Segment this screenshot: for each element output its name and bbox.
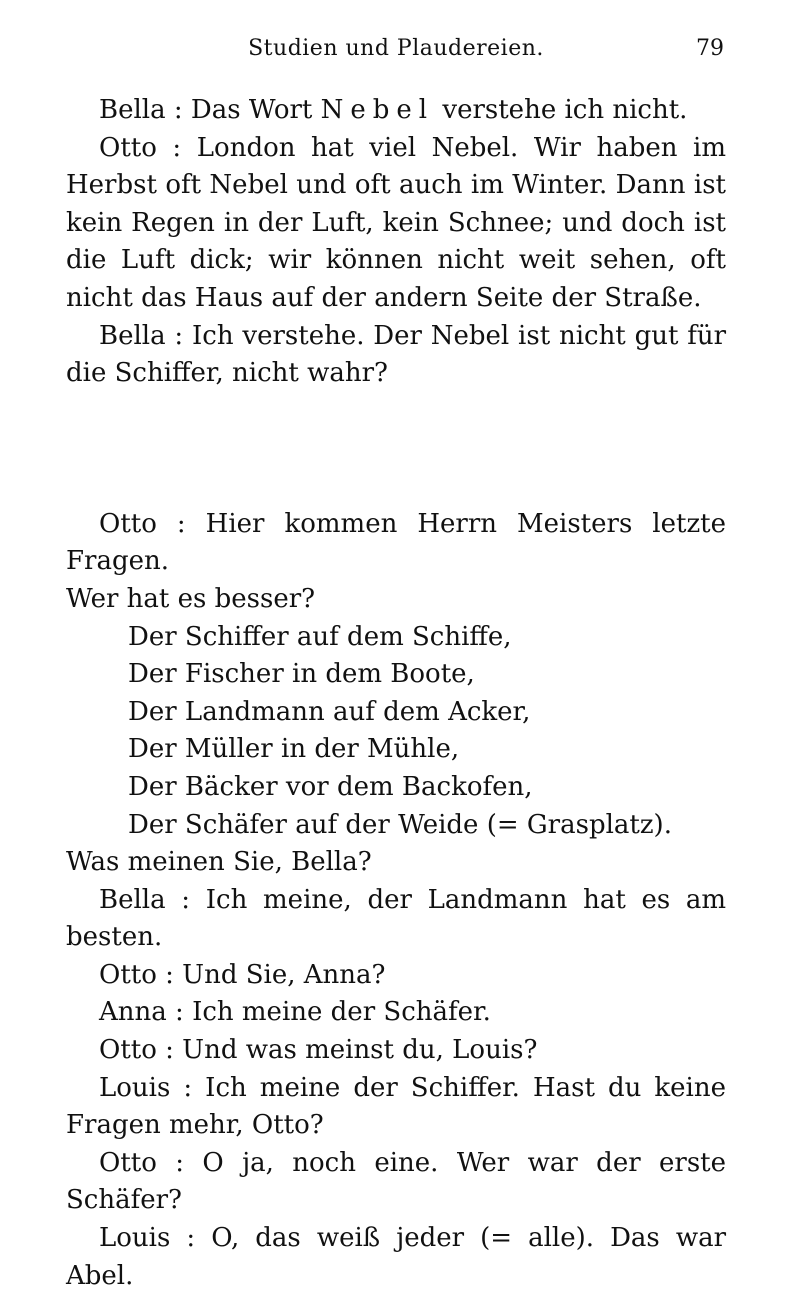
speaker-label: Bella : — [99, 884, 191, 915]
dialogue-text: Und Sie, Anna? — [182, 959, 386, 990]
speaker-label: Bella : — [99, 95, 183, 125]
speaker-label: Otto : — [99, 1147, 184, 1178]
paragraph-otto-fragen — [66, 506, 726, 581]
dialogue-line — [66, 1145, 726, 1220]
dialogue-text: Ich meine, der Landmann hat es am besten. — [66, 884, 727, 953]
paragraph-text: London hat viel Nebel. Wir haben im Herbst oft Nebel und oft auch im Winter. Dann ist kein Regen in der Luft, kein Schnee; und doch ist die Luft dick; wir können nicht weit sehen, oft nicht das Haus auf der andern Seite der Straße. — [66, 132, 727, 313]
dialogue-line — [66, 994, 726, 1032]
poem-line: Der Müller in der Mühle, — [128, 734, 460, 765]
dialogue-text: Ich meine der Schiffer. Hast du keine Fragen mehr, Otto? — [66, 1072, 726, 1141]
poem-line: Der Landmann auf dem Acker, — [128, 696, 531, 727]
speaker-label: Anna : — [99, 997, 184, 1028]
speaker-label: Otto : — [99, 132, 182, 163]
paragraph-bella-nebel — [66, 92, 726, 130]
followup-question: Was meinen Sie, Bella? — [66, 847, 372, 878]
speaker-label: Louis : — [99, 1072, 193, 1103]
speaker-label: Otto : — [99, 508, 186, 539]
paragraph-text: Ich verstehe. Der Nebel ist nicht gut für die Schiffer, nicht wahr? — [66, 320, 727, 389]
dialogue-text: Und was meinst du, Louis? — [182, 1035, 538, 1066]
page-number: 79 — [696, 36, 724, 61]
paragraph-otto-london — [66, 130, 726, 318]
paragraph-text: Hier kommen Herrn Meisters letzte Fragen. — [66, 508, 726, 577]
dialogue-line — [66, 882, 726, 957]
running-head — [68, 36, 724, 68]
dialogue-line — [66, 957, 726, 995]
spaced-word: Nebel — [320, 95, 435, 125]
section-gap — [66, 393, 726, 506]
dialogue-text: Ich meine der Schäfer. — [192, 997, 491, 1028]
dialogue-line — [66, 1070, 726, 1145]
dialogue-text: O, das weiß jeder (= alle). Das war Abel. — [66, 1223, 727, 1291]
speaker-label: Otto : — [99, 959, 174, 990]
paragraph-text: verstehe ich nicht. — [442, 95, 688, 125]
question-line: Wer hat es besser? — [66, 583, 316, 614]
poem-block — [66, 619, 726, 845]
paragraph-text: Das Wort — [190, 95, 313, 125]
running-title: Studien und Plaudereien. — [248, 36, 544, 61]
poem-line: Der Bäcker vor dem Backofen, — [128, 771, 533, 802]
paragraph-bella-verstehe — [66, 318, 726, 393]
poem-line: Der Schiffer auf dem Schiffe, — [128, 621, 512, 652]
body-text — [66, 92, 726, 1295]
dialogue-line — [66, 1032, 726, 1070]
speaker-label: Bella : — [99, 320, 184, 351]
dialogue-line — [66, 1220, 726, 1295]
poem-line: Der Fischer in dem Boote, — [128, 659, 475, 690]
poem-line: Der Schäfer auf der Weide (= Grasplatz). — [128, 809, 672, 840]
speaker-label: Otto : — [99, 1035, 174, 1066]
speaker-label: Louis : — [99, 1223, 196, 1254]
dialogue-text: O ja, noch eine. Wer war der erste Schäfer? — [66, 1147, 726, 1216]
